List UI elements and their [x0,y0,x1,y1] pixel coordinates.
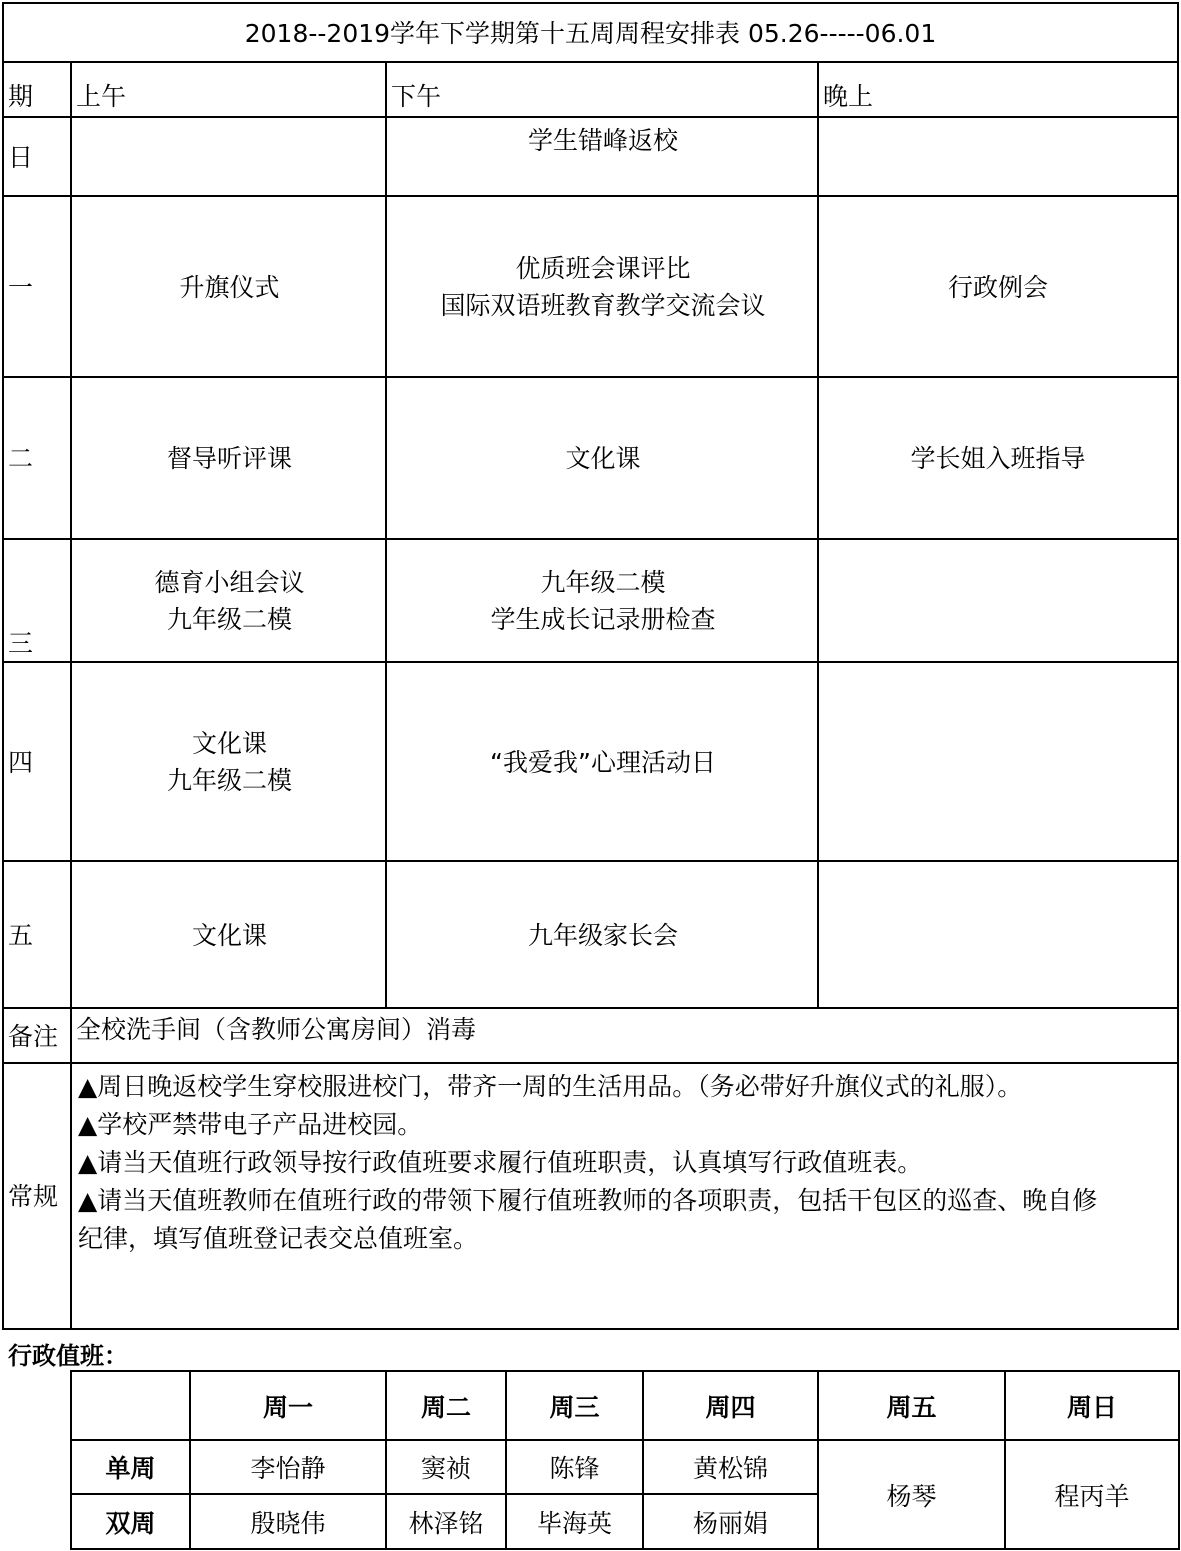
header-afternoon: 下午 [391,82,442,111]
afternoon-cell: 文化课 [565,444,641,473]
morning-line: 文化课 [191,729,267,758]
evening-cell [819,540,1177,662]
morning-line: 九年级二模 [166,605,292,634]
day-label: 五 [8,920,34,950]
morning-cell [72,663,387,861]
duty-col-sunday: 周日 [1066,1392,1117,1422]
morning-cell: 文化课 [191,920,267,950]
duty-name: 杨琴 [886,1481,937,1511]
duty-name: 毕海英 [536,1508,612,1538]
evening-cell: 学长姐入班指导 [910,444,1086,473]
afternoon-line: 九年级二模 [540,568,666,597]
remarks-label: 备注 [8,1021,59,1051]
duty-name: 杨丽娟 [692,1508,768,1538]
afternoon-cell [387,540,819,662]
evening-cell [819,862,1177,1008]
header-morning: 上午 [76,82,127,111]
day-label: 四 [8,747,34,777]
duty-table [70,1370,1180,1550]
routine-line: ▲周日晚返校学生穿校服进校门，带齐一周的生活用品。（务必带好升旗仪式的礼服）。 [78,1072,1023,1101]
routine-line: ▲请当天值班行政领导按行政值班要求履行值班职责，认真填写行政值班表。 [78,1148,923,1177]
afternoon-line: 优质班会课评比 [515,254,691,283]
day-label: 一 [8,272,34,302]
routine-line: ▲学校严禁带电子产品进校园。 [78,1110,423,1139]
routine-text [74,1064,1176,1328]
morning-cell: 升旗仪式 [179,272,280,302]
duty-name: 程丙羊 [1054,1481,1130,1511]
duty-name: 殷晓伟 [250,1508,326,1538]
afternoon-line: 学生成长记录册检查 [490,605,716,634]
routine-label: 常规 [8,1181,59,1211]
day-label: 二 [8,444,34,473]
duty-name: 李怡静 [250,1454,326,1483]
morning-line: 九年级二模 [166,766,292,795]
schedule-title: 2018--2019学年下学期第十五周周程安排表 05.26-----06.01 [244,18,937,48]
afternoon-cell [387,197,819,377]
day-label: 日 [8,142,34,172]
header-evening: 晚上 [823,82,874,111]
duty-name: 林泽铭 [408,1508,484,1538]
duty-name: 陈锋 [549,1454,600,1483]
duty-name: 窦祯 [420,1454,471,1483]
routine-line: ▲请当天值班教师在值班行政的带领下履行值班教师的各项职责，包括干包区的巡查、晚自修 [78,1186,1098,1215]
duty-col-wednesday: 周三 [549,1392,600,1422]
duty-title: 行政值班： [8,1342,128,1370]
evening-cell: 行政例会 [947,272,1048,302]
schedule-table [2,2,1179,1330]
remarks-text: 全校洗手间（含教师公寓房间）消毒 [76,1015,477,1044]
evening-cell [819,663,1177,861]
morning-cell [72,540,387,662]
duty-col-tuesday: 周二 [420,1392,471,1422]
morning-cell: 督导听评课 [166,444,292,473]
day-label: 三 [8,629,34,658]
afternoon-cell: “我爱我”心理活动日 [490,747,716,777]
routine-line: 纪律，填写值班登记表交总值班室。 [78,1224,479,1253]
morning-cell [72,118,387,196]
morning-line: 德育小组会议 [154,568,305,597]
duty-row-label: 双周 [105,1508,156,1538]
duty-row-label: 单周 [105,1454,156,1483]
duty-col-monday: 周一 [262,1392,313,1422]
duty-name: 黄松锦 [692,1454,768,1483]
afternoon-cell: 九年级家长会 [527,920,678,950]
duty-col-thursday: 周四 [705,1392,756,1422]
duty-col-friday: 周五 [886,1392,937,1422]
afternoon-cell: 学生错峰返校 [527,125,678,155]
afternoon-line: 国际双语班教育教学交流会议 [440,291,766,320]
evening-cell [819,118,1177,196]
header-day: 期 [8,82,34,111]
